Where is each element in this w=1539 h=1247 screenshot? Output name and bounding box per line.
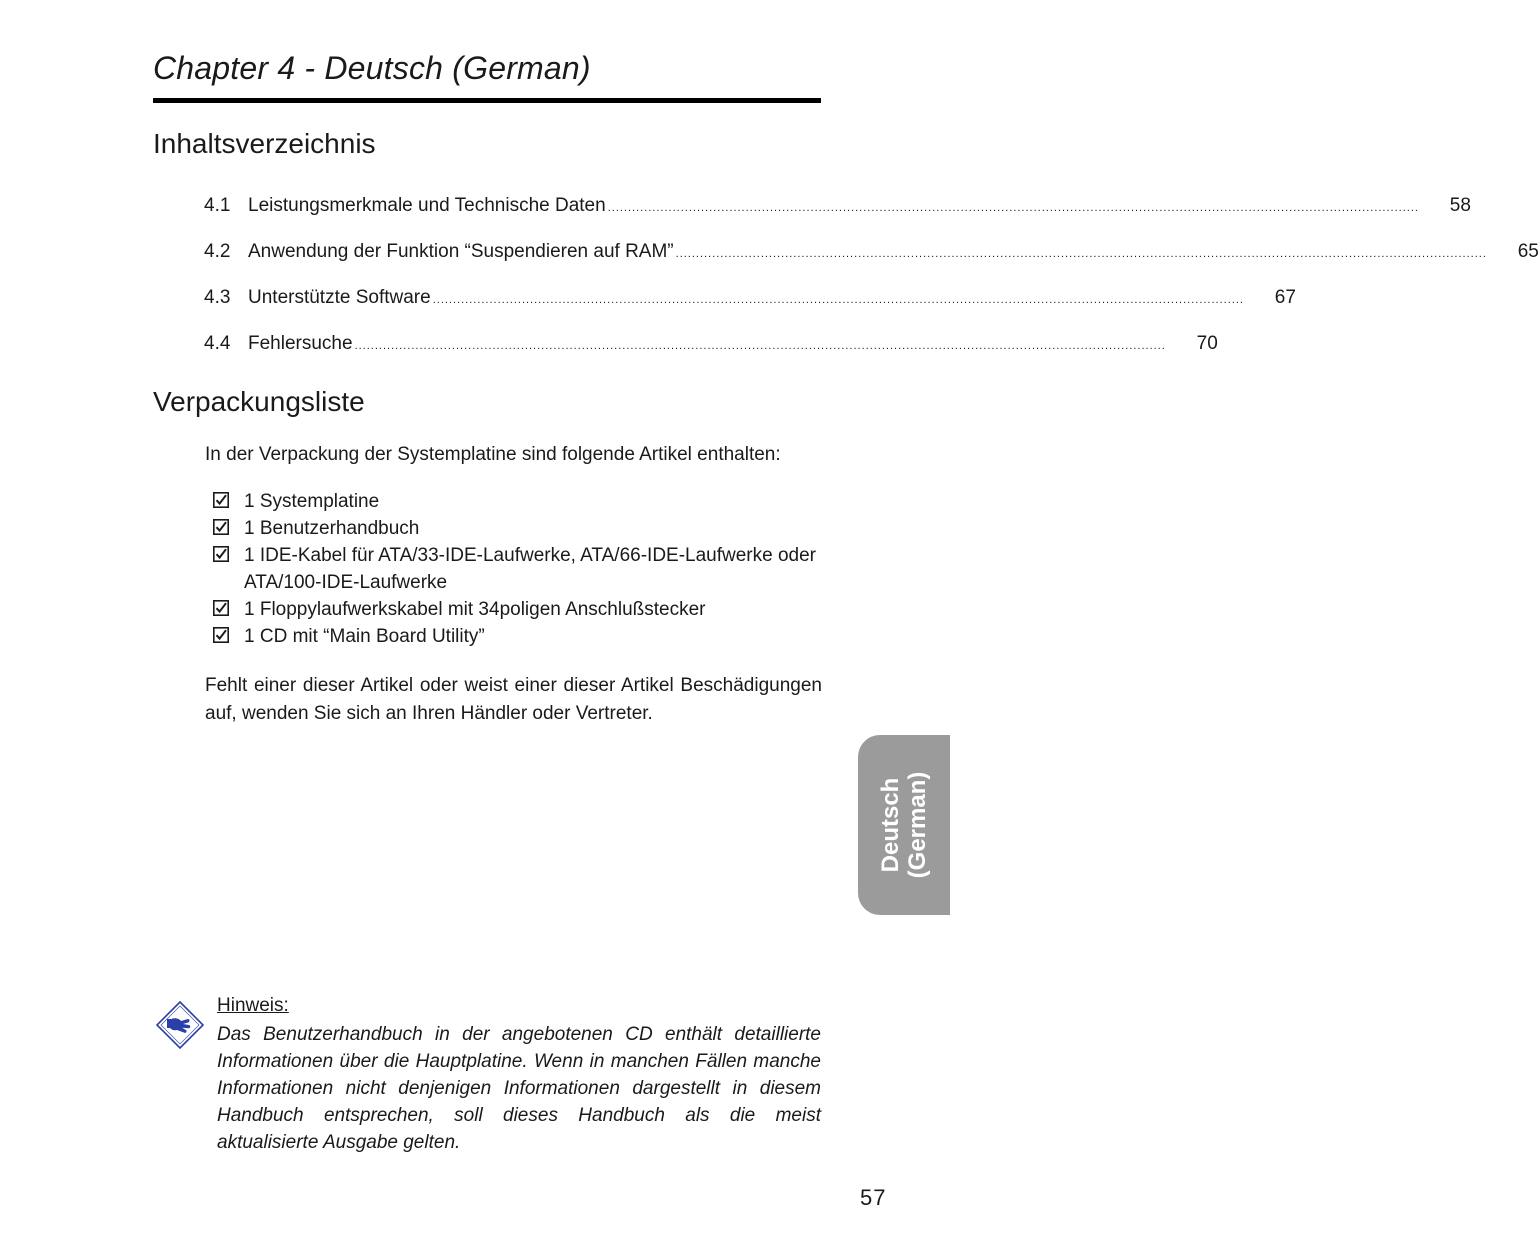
toc-leader-dots: ........................................................................................................................................................................................................	[432, 294, 1244, 306]
packing-checklist	[212, 488, 827, 650]
toc-leader-dots: ........................................................................................................................................................................................................	[354, 340, 1166, 352]
toc-entry-number: 4.2	[204, 241, 231, 262]
checklist-item-text: 1 Floppylaufwerkskabel mit 34poligen Anschlußstecker	[244, 599, 706, 620]
checklist-item	[212, 596, 827, 623]
checklist-item	[212, 623, 827, 650]
toc-entry[interactable]	[204, 287, 1296, 333]
toc-entry-number: 4.3	[204, 287, 231, 308]
toc-entry[interactable]	[204, 241, 1539, 287]
checklist-item-text: 1 IDE-Kabel für ATA/33-IDE-Laufwerke, ATA/66-IDE-Laufwerke oder ATA/100-IDE-Laufwerke	[244, 545, 817, 593]
language-side-tab	[858, 735, 950, 915]
page-number: 57	[860, 1185, 887, 1210]
side-tab-line-1: Deutsch	[877, 777, 904, 873]
packing-list-title: Verpackungsliste	[153, 386, 365, 417]
packing-intro: In der Verpackung der Systemplatine sind folgende Artikel enthalten:	[205, 444, 781, 465]
toc-entry-number: 4.1	[204, 195, 231, 216]
toc-entry-text: Leistungsmerkmale und Technische Daten	[248, 195, 606, 216]
note-hand-icon	[155, 1000, 205, 1050]
toc-leader-dots: ........................................................................................................................................................................................................	[675, 248, 1487, 260]
chapter-title: Chapter 4 - Deutsch (German)	[153, 50, 591, 86]
side-tab-line-2: (German)	[904, 771, 931, 879]
chapter-rule	[153, 98, 821, 103]
toc-entry-page: 65	[1517, 241, 1539, 262]
toc-entry[interactable]	[204, 333, 1218, 379]
toc-entry[interactable]	[204, 195, 1471, 241]
toc-title: Inhaltsverzeichnis	[153, 128, 376, 159]
toc-entry-page: 58	[1449, 195, 1471, 216]
note-title: Hinweis:	[217, 995, 289, 1016]
toc-entry-number: 4.4	[204, 333, 231, 354]
toc-entry-page: 70	[1196, 333, 1218, 354]
toc-entry-text: Unterstützte Software	[248, 287, 431, 308]
side-tab-label	[877, 772, 931, 879]
checklist-item-text: 1 CD mit “Main Board Utility”	[244, 626, 485, 647]
checklist-item	[212, 542, 827, 596]
packing-outro: Fehlt einer dieser Artikel oder weist einer dieser Artikel Beschädigungen auf, wenden Sie sich an Ihren Händler oder Vertreter.	[205, 675, 822, 724]
note-body: Das Benutzerhandbuch in der angebotenen CD enthält detaillierte Informationen über die Hauptplatine. Wenn in manchen Fällen manche Informationen nicht denjenigen Informationen dargestellt in diesem Handbuch entsprechen, soll dieses Handbuch als die meist aktualisierte Ausgabe gelten.	[217, 1024, 821, 1153]
checkbox-checked-icon	[212, 519, 230, 535]
checklist-item	[212, 488, 827, 515]
toc-entry-text: Fehlersuche	[248, 333, 353, 354]
table-of-contents	[204, 195, 1539, 379]
checklist-item-text: 1 Systemplatine	[244, 491, 380, 512]
checklist-item-text: 1 Benutzerhandbuch	[244, 518, 420, 539]
checkbox-checked-icon	[212, 600, 230, 616]
toc-leader-dots: ........................................................................................................................................................................................................	[607, 202, 1419, 214]
toc-entry-page: 67	[1274, 287, 1296, 308]
toc-entry-text: Anwendung der Funktion “Suspendieren auf RAM”	[248, 241, 674, 262]
checklist-item	[212, 515, 827, 542]
checkbox-checked-icon	[212, 492, 230, 508]
checkbox-checked-icon	[212, 627, 230, 643]
checkbox-checked-icon	[212, 546, 230, 562]
